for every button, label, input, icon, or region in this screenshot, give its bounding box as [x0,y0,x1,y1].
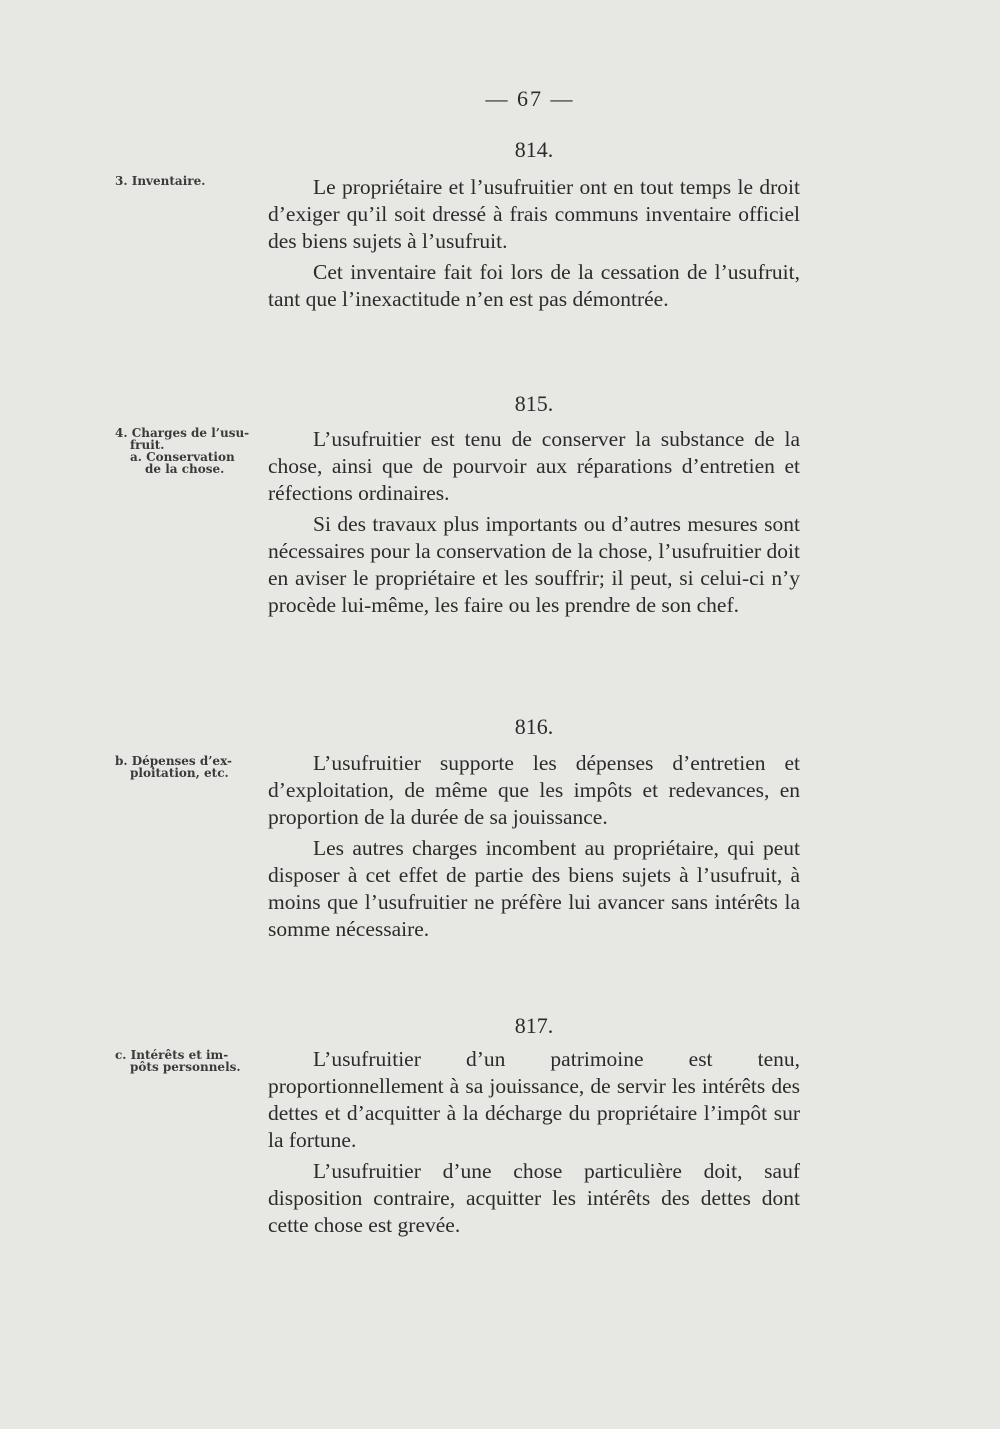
article-body [268,426,800,619]
margin-note-line: pôts personnels. [130,1060,241,1074]
paragraph: L’usufruitier d’un patrimoine est tenu, proportionnellement à sa jouissance, de servir les intérêts des dettes et d’acquitter à la décharge du propriétaire l’impôt sur la fortune. [268,1047,800,1152]
margin-note-line: c. Intérêts et im- [115,1048,229,1062]
article-number: 814. [514,137,554,162]
paragraph: Cet inventaire fait foi lors de la cessation de l’usufruit, tant que l’inexactitude n’en est pas démontrée. [268,260,800,311]
margin-note-line: de la chose. [145,462,225,476]
paragraph: Le propriétaire et l’usufruitier ont en tout temps le droit d’exiger qu’il soit dressé à frais communs inventaire officiel des biens sujets à l’usufruit. [268,175,800,253]
paragraph: L’usufruitier supporte les dépenses d’entretien et d’exploitation, de même que les impôts et redevances, en proportion de la durée de sa jouissance. [268,751,800,829]
margin-note-line: 3. Inventaire. [115,174,206,188]
margin-note-line: ploitation, etc. [130,766,229,780]
article-number: 816. [514,714,554,739]
margin-note-line: 4. Charges de l’usu- [115,426,250,440]
paragraph: L’usufruitier d’une chose particulière doit, sauf disposition contraire, acquitter les intérêts des dettes dont cette chose est grevée. [268,1159,800,1237]
paragraph: Les autres charges incombent au propriétaire, qui peut disposer à cet effet de partie des biens sujets à l’usufruit, à moins que l’usufruitier ne préfère lui avancer sans intérêts la somme nécessaire. [268,836,800,941]
margin-note [115,755,265,779]
margin-note-line: a. Conservation [130,450,235,464]
margin-note [115,1049,265,1073]
paragraph: Si des travaux plus importants ou d’autres mesures sont nécessaires pour la conservation de la chose, l’usufruitier doit en aviser le propriétaire et les souffrir; il peut, si celui-ci n’y procède lui-même, les faire ou les prendre de son chef. [268,512,800,617]
article-body [268,1046,800,1239]
margin-note [115,175,265,187]
margin-note-line: b. Dépenses d’ex- [115,754,232,768]
article-body [268,174,800,313]
page-number: — 67 — [485,86,575,111]
article-body [268,750,800,943]
paragraph: L’usufruitier est tenu de conserver la substance de la chose, ainsi que de pourvoir aux réparations d’entretien et réfections ordinaires. [268,427,800,505]
article-number: 815. [514,391,554,416]
article-number: 817. [514,1013,554,1038]
margin-note [115,427,265,475]
margin-note-line: fruit. [130,438,165,452]
